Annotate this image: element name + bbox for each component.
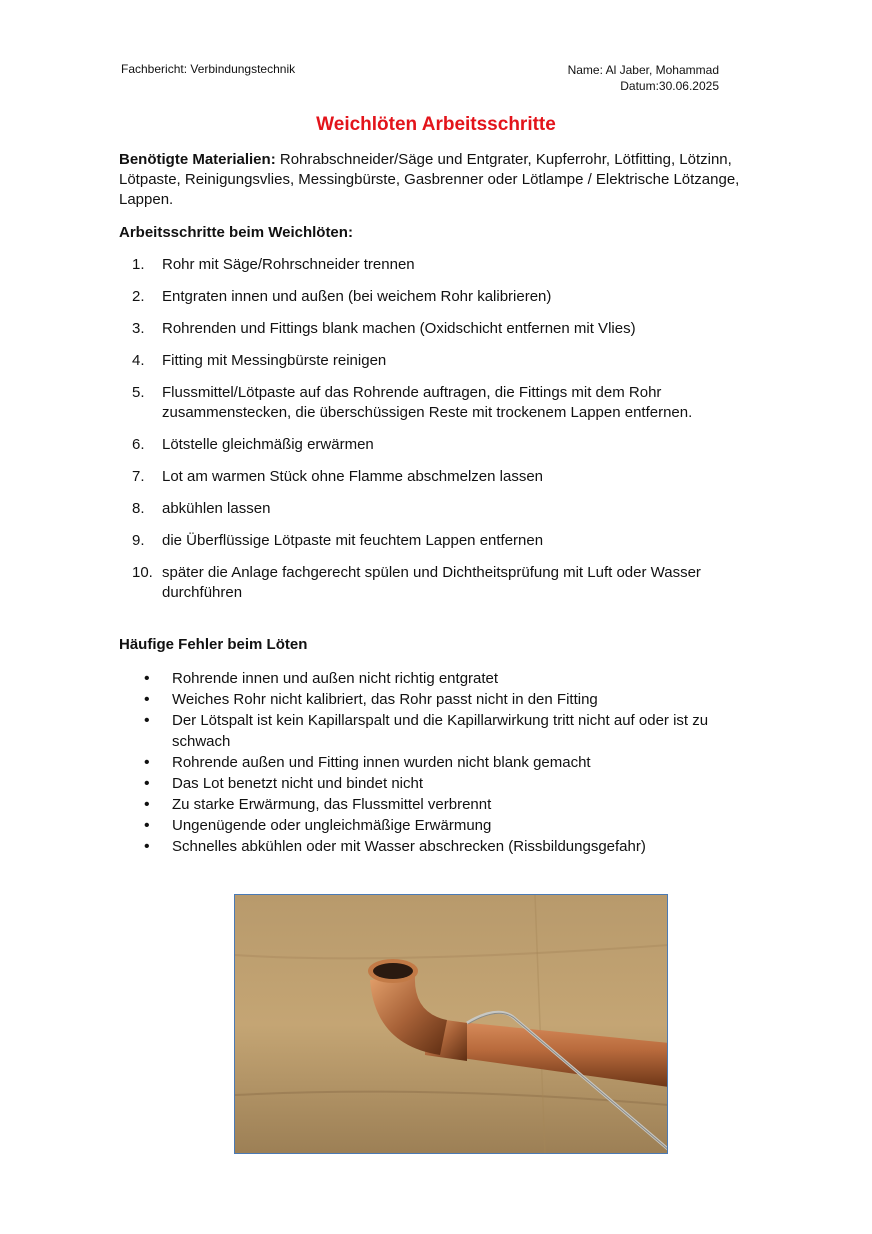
step-text: Lötstelle gleichmäßig erwärmen <box>162 436 374 453</box>
header-author-block <box>568 62 719 94</box>
error-item <box>144 773 744 794</box>
materials-label: Benötigte Materialien: <box>119 151 276 168</box>
error-item <box>144 815 744 836</box>
error-item <box>144 689 744 710</box>
error-text: Rohrende außen und Fitting innen wurden nicht blank gemacht <box>172 754 591 771</box>
step-number <box>119 563 162 603</box>
error-item <box>144 710 744 752</box>
bullet-icon: • <box>144 796 150 813</box>
copper-pipe-illustration <box>235 895 668 1154</box>
soldering-photo <box>234 894 668 1154</box>
step-number <box>119 319 162 339</box>
step-number-text: 5. <box>132 384 145 401</box>
bullet-icon: • <box>144 838 150 855</box>
step-item <box>119 383 769 423</box>
step-item <box>119 435 769 455</box>
step-text: Rohrenden und Fittings blank machen (Oxidschicht entfernen mit Vlies) <box>162 320 636 337</box>
step-text: Entgraten innen und außen (bei weichem Rohr kalibrieren) <box>162 288 552 305</box>
errors-heading: Häufige Fehler beim Löten <box>119 636 308 653</box>
bullet-icon: • <box>144 691 150 708</box>
error-text: Schnelles abkühlen oder mit Wasser abschrecken (Rissbildungsgefahr) <box>172 838 646 855</box>
materials-text: Rohrabschneider/Säge und Entgrater, Kupferrohr, Lötfitting, Lötzinn, Lötpaste, Reinigungsvlies, Messingbürste, Gasbrenner oder Lötlampe / Elektrische Lötzange, Lappen. <box>119 151 740 208</box>
step-item <box>119 467 769 487</box>
step-number <box>119 435 162 455</box>
error-text: Rohrende innen und außen nicht richtig entgratet <box>172 670 499 687</box>
error-text: Weiches Rohr nicht kalibriert, das Rohr passt nicht in den Fitting <box>172 691 598 708</box>
step-number-text: 2. <box>132 288 145 305</box>
step-item <box>119 531 769 551</box>
step-text: Fitting mit Messingbürste reinigen <box>162 352 387 369</box>
step-number <box>119 255 162 275</box>
step-item <box>119 255 769 275</box>
step-text: abkühlen lassen <box>162 500 271 517</box>
bullet-icon: • <box>144 817 150 834</box>
error-text: Der Lötspalt ist kein Kapillarspalt und die Kapillarwirkung tritt nicht auf oder ist zu schwach <box>172 712 709 750</box>
step-number <box>119 351 162 371</box>
header-date: Datum:30.06.2025 <box>620 79 719 93</box>
error-text: Das Lot benetzt nicht und bindet nicht <box>172 775 424 792</box>
step-item <box>119 351 769 371</box>
step-number <box>119 499 162 519</box>
errors-list <box>144 668 744 857</box>
document-title: Weichlöten Arbeitsschritte <box>316 114 556 135</box>
step-item <box>119 319 769 339</box>
step-item <box>119 563 769 603</box>
step-number <box>119 467 162 487</box>
step-text: später die Anlage fachgerecht spülen und Dichtheitsprüfung mit Luft oder Wasser durchführen <box>162 564 701 601</box>
step-number-text: 4. <box>132 352 145 369</box>
header-subject: Fachbericht: Verbindungstechnik <box>121 62 296 76</box>
step-text: Lot am warmen Stück ohne Flamme abschmelzen lassen <box>162 468 544 485</box>
step-number-text: 6. <box>132 436 145 453</box>
step-number-text: 9. <box>132 532 145 549</box>
step-number <box>119 287 162 307</box>
step-number-text: 8. <box>132 500 145 517</box>
step-number <box>119 531 162 551</box>
step-text: Flussmittel/Lötpaste auf das Rohrende auftragen, die Fittings mit dem Rohr zusammenstecken, die überschüssigen Reste mit trockenem Lappen entfernen. <box>162 384 693 421</box>
step-number-text: 3. <box>132 320 145 337</box>
error-item <box>144 668 744 689</box>
error-item <box>144 794 744 815</box>
step-number-text: 1. <box>132 256 145 273</box>
step-number-text: 10. <box>132 564 153 581</box>
bullet-icon: • <box>144 775 150 792</box>
bullet-icon: • <box>144 754 150 771</box>
steps-list <box>119 255 769 615</box>
step-number-text: 7. <box>132 468 145 485</box>
step-text: die Überflüssige Lötpaste mit feuchtem Lappen entfernen <box>162 532 544 549</box>
step-number <box>119 383 162 423</box>
bullet-icon: • <box>144 670 150 687</box>
error-item <box>144 836 744 857</box>
materials-paragraph <box>119 150 769 210</box>
step-item <box>119 499 769 519</box>
error-item <box>144 752 744 773</box>
header-name: Name: Al Jaber, Mohammad <box>567 63 719 77</box>
step-item <box>119 287 769 307</box>
bullet-icon: • <box>144 712 150 729</box>
steps-heading: Arbeitsschritte beim Weichlöten: <box>119 224 353 241</box>
step-text: Rohr mit Säge/Rohrschneider trennen <box>162 256 415 273</box>
error-text: Zu starke Erwärmung, das Flussmittel verbrennt <box>172 796 492 813</box>
error-text: Ungenügende oder ungleichmäßige Erwärmung <box>172 817 492 834</box>
